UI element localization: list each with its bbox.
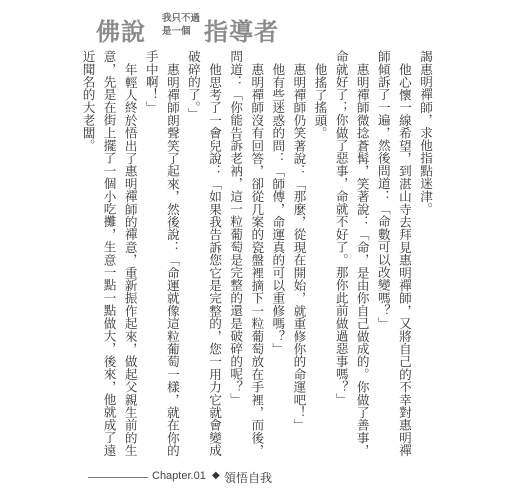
title-small-line2: 是一個 — [162, 26, 191, 37]
vertical-body-text — [80, 50, 436, 462]
title-part2: 指導者 — [204, 17, 279, 46]
paragraph: 惠明禪師朗聲笑了起來，然後說：「命運就像這粒葡萄一樣，就在你的手中啊！」 — [143, 50, 180, 457]
title-part1: 佛說 — [96, 17, 146, 46]
title-small-text — [162, 12, 202, 38]
paragraph: 他有些迷惑的問：「師傅，命運真的可以重修嗎？」 — [270, 62, 286, 355]
paragraph: 他心懷一線希望，到湛山寺去拜見惠明禪師，又將自己的不幸對惠明禪師傾訴了一遍，然後問道：「命數可以改變嗎？」 — [375, 50, 412, 457]
paragraph: 謁惠明禪師，求他指點迷津。 — [418, 50, 433, 216]
diamond-icon: ◆ — [212, 470, 220, 481]
paragraph: 惠明禪師沒有回答，卻從几案的瓷盤裡摘下一粒葡萄放在手裡，而後，問道：「你能告訴老衲，這一粒葡萄是完整的還是破碎的呢？」 — [228, 50, 265, 457]
footer-rule — [88, 477, 148, 478]
paragraph: 他思考了一會兒說：「如果我告訴您它是完整的，您一用力它就會變成破碎的了。」 — [185, 50, 223, 457]
title-small-line1: 我只不過 — [162, 13, 201, 24]
paragraph: 惠明禪師仍笑著說：「那麼，從現在開始，就重修你的命運吧！」 — [291, 62, 307, 431]
footer-chapter: Chapter.01 — [152, 470, 206, 482]
footer-section-title: 領悟自我 — [224, 471, 273, 485]
paragraph: 年輕人終於悟出了惠明禪師的禪意，重新振作起來，做起父親生前的生意，先是在街上擺了一個小吃攤，生意一點一點做大，後來，他就成了遠近聞名的大老闆。 — [80, 50, 138, 457]
paragraph: 他搖了搖頭。 — [312, 62, 328, 139]
paragraph: 惠明禪師微捻蒼髯，笑著說：「命，是由你自己做成的。你做了善事，命就好了；你做了惡事，命就不好了。那你此前做過惡事嗎？」 — [333, 50, 370, 457]
